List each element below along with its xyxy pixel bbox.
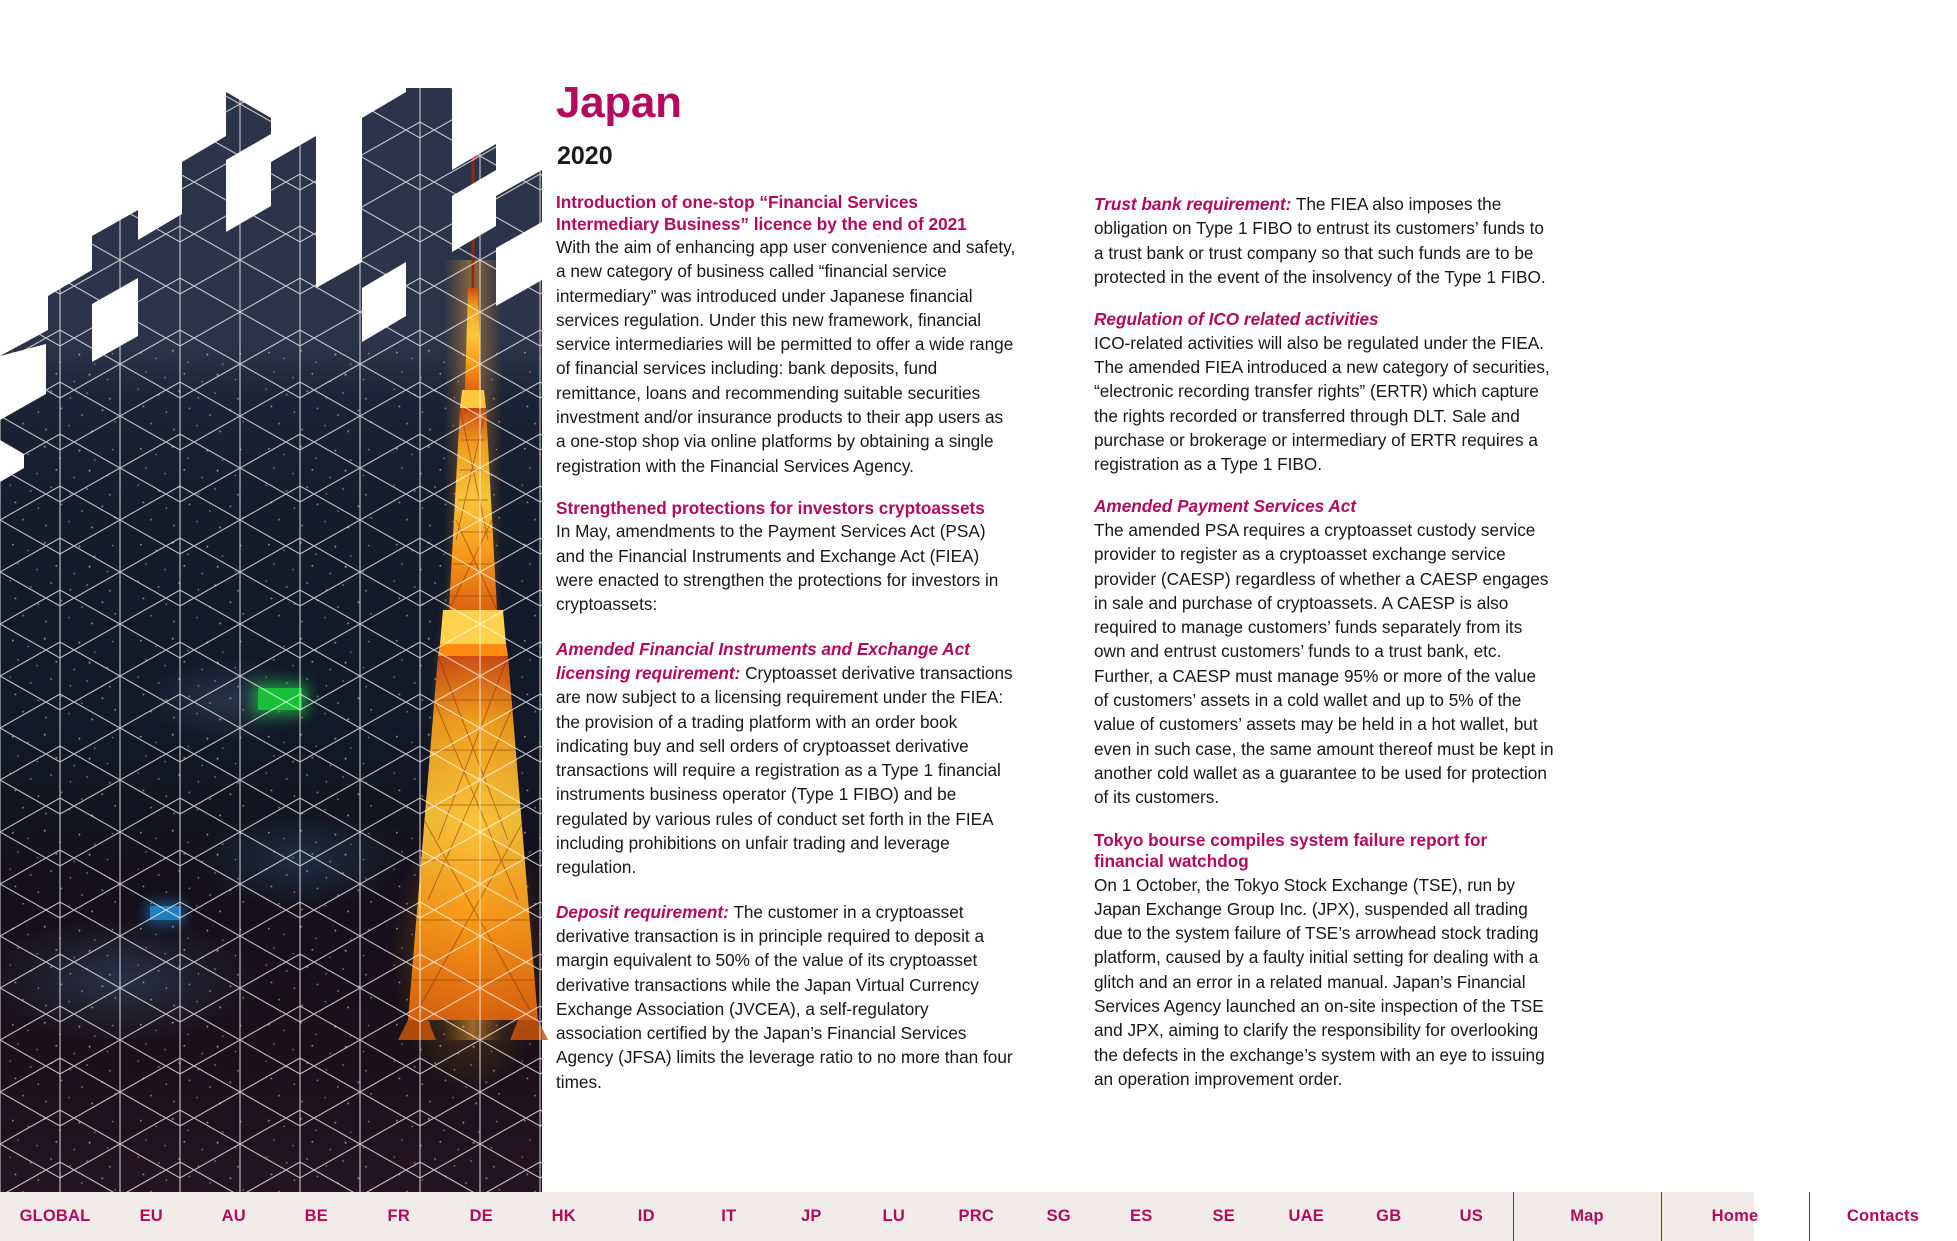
section-body: With the aim of enhancing app user convenience and safety, a new category of business called “financial service intermediary” was introduced under Japanese financial services regulation. Under this new framework, financial service intermediaries will be permitted to offer a wide range of financial services including: bank deposits, fund remittance, loans and recommending suitable securities investment and/or insurance products to their app users as a one-stop shop via online platforms by obtaining a single registration with the Financial Services Agency. <box>556 237 1016 476</box>
nav-country-gb[interactable]: GB <box>1376 1207 1402 1225</box>
section-heading: Regulation of ICO related activities <box>1094 309 1379 330</box>
section-strengthened-protections <box>556 498 1016 617</box>
section-body: The amended PSA requires a cryptoasset custody service provider to register as a cryptoasset exchange service provider (CAESP) regardless of whether a CAESP engages in sale and purchase of cryptoassets. A CAESP is also required to manage customers’ funds separately from its own and entrust customers’ funds to a trust bank, etc. Further, a CAESP must manage 95% or more of the value of customers’ assets in a cold wallet and up to 5% of the value of customers’ assets may be held in a hot wallet, but even in such case, the same amount thereof must be kept in another cold wallet as a guarantee to be used for protection of its customers. <box>1094 519 1554 808</box>
nav-country-sg[interactable]: SG <box>1046 1207 1071 1225</box>
section-body <box>556 637 1016 880</box>
section-body: ICO-related activities will also be regulated under the FIEA. The amended FIEA introduced a new category of securities, “electronic recording transfer rights” (ERTR) which capture the rights recorded or transferred through DLT. Sale and purchase or brokerage or intermediary of ERTR requires a registration as a Type 1 FIBO. <box>1094 332 1550 475</box>
nav-country-be[interactable]: BE <box>304 1207 328 1225</box>
nav-link-home[interactable]: Home <box>1661 1192 1809 1241</box>
section-body: In May, amendments to the Payment Services Act (PSA) and the Financial Instruments and Exchange Act (FIEA) were enacted to strengthen the protections for investors in cryptoassets: <box>556 521 999 615</box>
nav-country-it[interactable]: IT <box>721 1207 737 1225</box>
nav-country-lu[interactable]: LU <box>882 1207 905 1225</box>
section-deposit-requirement <box>556 900 1016 1094</box>
section-amended-psa <box>1094 496 1554 809</box>
section-body: On 1 October, the Tokyo Stock Exchange (TSE), run by Japan Exchange Group Inc. (JPX), suspended all trading due to the system failure of TSE’s arrowhead stock trading platform, caused by a faulty initial setting for dealing with a glitch and an error in a related manual. Japan’s Financial Services Agency launched an on-site inspection of the TSE and JPX, aiming to clarify the responsibility for overlooking the defects in the exchange’s system with an eye to issuing an operation improvement order. <box>1094 874 1545 1089</box>
nav-country-de[interactable]: DE <box>469 1207 493 1225</box>
section-heading: Introduction of one-stop “Financial Services Intermediary Business” licence by the end of 2021 <box>556 192 967 234</box>
section-regulation-ico <box>1094 309 1554 476</box>
section-body-text: The customer in a cryptoasset derivative transaction is in principle required to deposit a margin equivalent to 50% of the value of its cryptoasset derivative transactions while the Japan Virtual Currency Exchange Association (JVCEA), a self-regulatory association certified by the Japan’s Financial Services Agency (JFSA) limits the leverage ratio to no more than four times. <box>556 901 1013 1092</box>
section-heading: Amended Payment Services Act <box>1094 496 1357 517</box>
section-body-text: Cryptoasset derivative transactions are now subject to a licensing requirement under the FIEA: the provision of a trading platform with an order book indicating buy and sell orders of cryptoasset derivative transactions will require a registration as a Type 1 financial instruments business operator (Type 1 FIBO) and be regulated by various rules of conduct set forth in the FIEA including prohibitions on unfair trading and leverage regulation. <box>556 662 1013 878</box>
section-lead-in: Trust bank requirement: <box>1094 194 1292 214</box>
section-intro-one-stop <box>556 192 1016 478</box>
nav-country-eu[interactable]: EU <box>139 1207 163 1225</box>
nav-country-global[interactable]: GLOBAL <box>19 1207 91 1225</box>
section-lead-in: Amended Financial Instruments and Exchange Act licensing requirement: <box>556 638 970 683</box>
page-title: Japan <box>556 78 682 127</box>
two-column-body <box>556 192 1716 1094</box>
nav-country-se[interactable]: SE <box>1212 1207 1235 1225</box>
utility-nav-group <box>1513 1192 1957 1241</box>
nav-country-jp[interactable]: JP <box>800 1207 822 1225</box>
nav-country-us[interactable]: US <box>1459 1207 1483 1225</box>
nav-country-hk[interactable]: HK <box>551 1207 576 1225</box>
column-right <box>1094 192 1554 1094</box>
section-tokyo-bourse <box>1094 830 1554 1092</box>
nav-country-au[interactable]: AU <box>221 1207 246 1225</box>
nav-link-contacts[interactable]: Contacts <box>1809 1192 1957 1241</box>
section-body-text: The FIEA also imposes the obligation on Type 1 FIBO to entrust its customers’ funds to a trust bank or trust company so that such funds are to be protected in the event of the insolvency of the Type 1 FIBO. <box>1094 194 1546 287</box>
page-year: 2020 <box>557 142 613 170</box>
nav-link-map[interactable]: Map <box>1513 1192 1661 1241</box>
faceted-silhouette-mask <box>0 0 542 1192</box>
nav-country-fr[interactable]: FR <box>387 1207 410 1225</box>
section-lead-in: Deposit requirement: <box>556 901 729 922</box>
section-body <box>1094 192 1554 289</box>
hero-image <box>0 0 542 1192</box>
nav-country-es[interactable]: ES <box>1130 1207 1153 1225</box>
bottom-navigation-bar <box>0 1192 1920 1241</box>
nav-country-id[interactable]: ID <box>637 1207 655 1225</box>
column-left <box>556 192 1016 1094</box>
section-heading: Strengthened protections for investors cryptoassets <box>556 497 985 518</box>
article-content <box>556 0 1754 1192</box>
section-heading: Tokyo bourse compiles system failure report for financial watchdog <box>1094 829 1488 872</box>
section-amended-fiea-licensing <box>556 637 1016 880</box>
section-trust-bank-requirement <box>1094 192 1554 289</box>
country-nav-group <box>0 1192 1513 1241</box>
section-body <box>556 900 1016 1094</box>
nav-country-uae[interactable]: UAE <box>1288 1207 1324 1225</box>
nav-country-prc[interactable]: PRC <box>958 1207 994 1225</box>
